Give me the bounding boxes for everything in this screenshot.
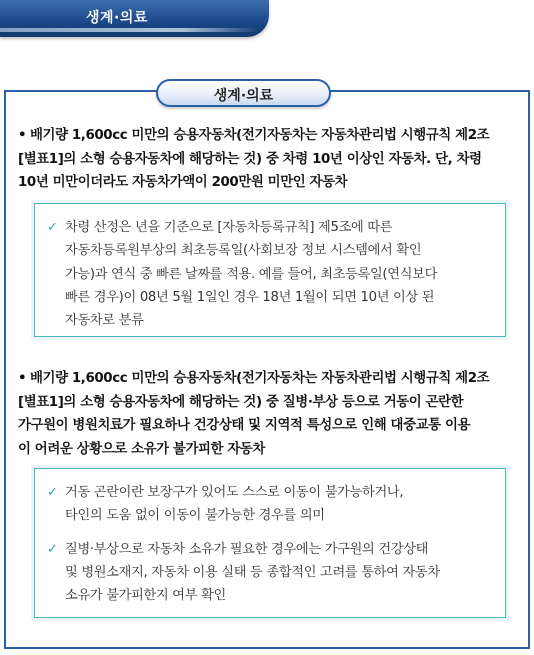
criteria-line: [별표1]의 소형 승용자동차에 해당하는 것) 중 질병·부상 등으로 거동이 곤란한 [18, 394, 464, 410]
header-title: 생계·의료 [86, 10, 148, 26]
header-tab [0, 0, 269, 37]
check-icon: ✓ [47, 220, 58, 235]
criteria-item-1 [18, 124, 518, 195]
criteria-line: • 배기량 1,600cc 미만의 승용자동차(전기자동차는 자동차관리법 시행규칙 제2조 [18, 124, 518, 148]
section-title: 생계·의료 [213, 88, 274, 104]
criteria-line: 가구원이 병원치료가 필요하나 건강상태 및 지역적 특성으로 인해 대중교통 이용 [18, 418, 471, 433]
bullet-icon: • [18, 128, 27, 143]
criteria-line: 이 어려운 상황으로 소유가 불가피한 자동차 [18, 441, 265, 457]
criteria-item-2 [18, 367, 518, 461]
criteria-line: [별표1]의 소형 승용자동차에 해당하는 것) 중 차령 10년 이상인 자동차. 단, 차령 [18, 151, 482, 167]
note-item: ✓ 질병·부상으로 자동차 소유가 필요한 경우에는 가구원의 건강상태 및 병원소재지, 자동차 이용 실태 등 종합적인 고려를 통하여 자동차 소유가 불가피한지 여부 확인 [35, 538, 505, 608]
bullet-icon: • [18, 371, 27, 386]
criteria-line: 10년 미만이더라도 자동차가액이 200만원 미만인 자동차 [18, 175, 348, 190]
note-item: ✓ 거동 곤란이란 보장구가 있어도 스스로 이동이 불가능하거나, 타인의 도움 없이 이동이 불가능한 경우를 의미 [35, 481, 505, 528]
check-icon: ✓ [47, 485, 58, 500]
note-item: ✓ 차령 산정은 년을 기준으로 [자동차등록규칙] 제5조에 따른 자동차등록원부상의 최초등록일(사회보장 정보 시스템에서 확인 가능)과 연식 중 빠른 날짜를 적용. 예를 들어, 최초등록일(연식보다 빠른 경우)이 08년 5월 1일인 경우 18년 1월이 되면 10년 이상 된 자동차로 분류 [35, 216, 505, 332]
criteria-line: • 배기량 1,600cc 미만의 승용자동차(전기자동차는 자동차관리법 시행규칙 제2조 [18, 367, 518, 391]
note-box-2 [34, 468, 506, 618]
note-box-1 [34, 203, 506, 337]
check-icon: ✓ [47, 541, 58, 557]
section-title-tab [156, 79, 331, 107]
